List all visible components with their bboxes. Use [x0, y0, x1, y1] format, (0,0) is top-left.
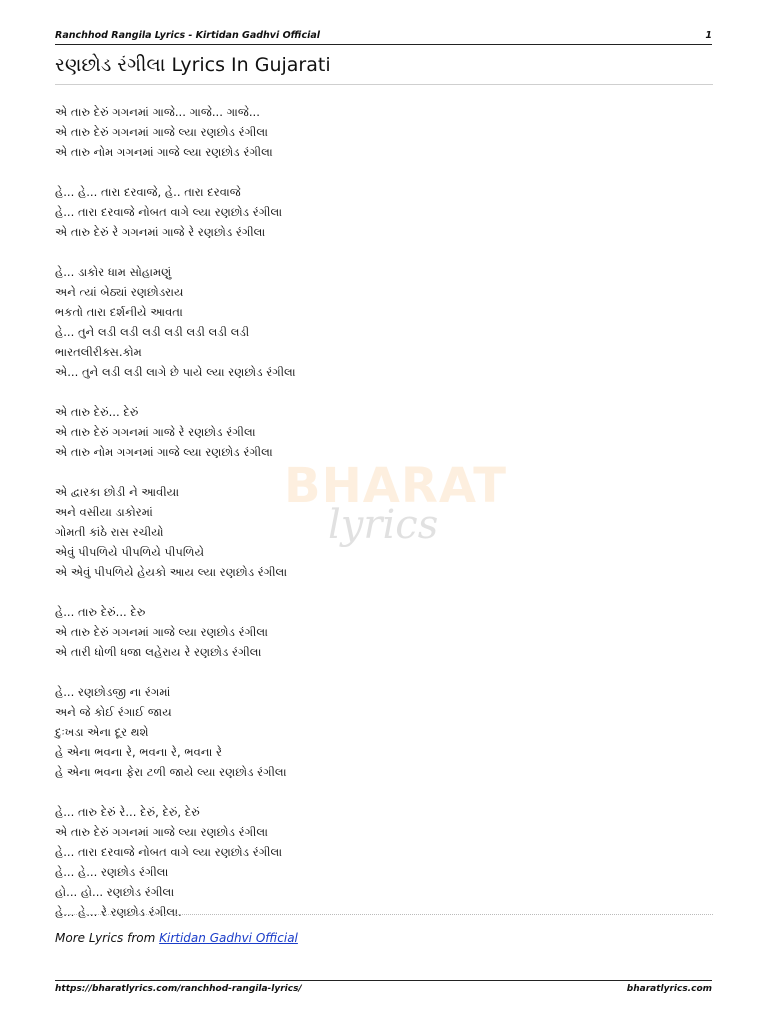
- lyrics-line: એ... તુને લડી લડી લાગે છે પાયે લ્યા રણછોડ રંગીલા: [55, 365, 296, 379]
- lyrics-line: હે... તારા દરવાજે નોબત વાગે લ્યા રણછોડ રંગીલા: [55, 845, 283, 859]
- lyrics-line: હે... તુને લડી લડી લડી લડી લડી લડી લડી: [55, 325, 250, 339]
- artist-link[interactable]: Kirtidan Gadhvi Official: [159, 931, 298, 945]
- lyrics-line: એ તારુ દેરું રે ગગનમાં ગાજે રે રણછોડ રંગીલા: [55, 225, 266, 239]
- lyrics-stanza: [55, 682, 713, 782]
- lyrics-stanza: [55, 482, 713, 582]
- lyrics-line: હે એના ભવના ફેરા ટળી જાયે લ્યા રણછોડ રંગીલા: [55, 765, 287, 779]
- lyrics-line: હે... તારુ દેરું રે... દેરું, દેરું, દેરું: [55, 805, 200, 819]
- page-title: રણછોડ રંગીલા Lyrics In Gujarati: [55, 52, 713, 85]
- lyrics-body: [55, 102, 713, 942]
- lyrics-line: હે... રણછોડજી ના રંગમાં: [55, 685, 171, 699]
- lyrics-line: અને જે કોઈ રંગાઈ જાય: [55, 705, 172, 719]
- lyrics-line: ભકતો તારા દર્શનીયે આવતા: [55, 305, 183, 319]
- lyrics-line: અને ત્યાં બેઠ્યાં રણછોડરાય: [55, 285, 184, 299]
- dotted-divider: [55, 914, 713, 915]
- lyrics-line: એ તારુ દેરું ગગનમાં ગાજે લ્યા રણછોડ રંગીલા: [55, 625, 268, 639]
- lyrics-line: એ તારુ દેરું ગગનમાં ગાજે લ્યા રણછોડ રંગીલા: [55, 825, 268, 839]
- lyrics-line: હે... હે... રે રણછોડ રંગીલા.: [55, 905, 182, 919]
- footer-site[interactable]: bharatlyrics.com: [626, 984, 712, 994]
- more-lyrics: [55, 931, 298, 945]
- lyrics-line: એ તારુ દેરું ગગનમાં ગાજે લ્યા રણછોડ રંગીલા: [55, 125, 268, 139]
- lyrics-line: એ તારુ નોમ ગગનમાં ગાજે લ્યા રણછોડ રંગીલા: [55, 145, 273, 159]
- footer-url[interactable]: https://bharatlyrics.com/ranchhod-rangila-lyrics/: [55, 984, 302, 994]
- lyrics-line: હે... તારુ દેરું... દેરુ: [55, 605, 146, 619]
- lyrics-line: એ તારુ દેરું... દેરું: [55, 405, 139, 419]
- lyrics-line: હો... હો... રણછોડ રંગીલા: [55, 885, 175, 899]
- lyrics-line: એ તારુ દેરું ગગનમાં ગાજે રે રણછોડ રંગીલા: [55, 425, 256, 439]
- more-lyrics-prefix: More Lyrics from: [55, 931, 160, 945]
- lyrics-line: હે... હે... રણછોડ રંગીલા: [55, 865, 169, 879]
- lyrics-stanza: [55, 262, 713, 382]
- lyrics-line: એ એવું પીપળિયે હેયકો આય લ્યા રણછોડ રંગીલા: [55, 565, 288, 579]
- lyrics-line: દુઃખડા એના દૂર થશે: [55, 725, 149, 739]
- lyrics-line: ગોમતી કાંઠે રાસ રચીયો: [55, 525, 164, 539]
- watermark-word-lyrics: lyrics: [328, 502, 439, 548]
- lyrics-stanza: [55, 802, 713, 922]
- lyrics-line: હે એના ભવના રે, ભવના રે, ભવના રે: [55, 745, 223, 759]
- lyrics-line: એ તારી ધોળી ધજા લહેરાય રે રણછોડ રંગીલા: [55, 645, 262, 659]
- lyrics-stanza: [55, 102, 713, 162]
- page-footer: [55, 980, 712, 994]
- lyrics-line: એ દ્વારકા છોડી ને આવીયા: [55, 485, 180, 499]
- header-title: Ranchhod Rangila Lyrics - Kirtidan Gadhvi Official: [55, 30, 321, 41]
- watermark-word-bharat: BHARAT: [284, 458, 508, 514]
- lyrics-line: હે... ડાકોર ધામ સોહામણું: [55, 265, 172, 279]
- lyrics-line: અને વસીયા ડાકોરમાં: [55, 505, 153, 519]
- lyrics-line: એ તારુ દેરું ગગનમાં ગાજે... ગાજે... ગાજે...: [55, 105, 260, 119]
- lyrics-line: હે... હે... તારા દરવાજે, હે.. તારા દરવાજે: [55, 185, 241, 199]
- page-number: 1: [705, 30, 712, 41]
- lyrics-line: એ તારુ નોમ ગગનમાં ગાજે લ્યા રણછોડ રંગીલા: [55, 445, 273, 459]
- lyrics-stanza: [55, 402, 713, 462]
- lyrics-line: ભારતલીરીક્સ.કોમ: [55, 345, 142, 359]
- lyrics-line: એવું પીપળિયે પીપળિયે પીપળિયે: [55, 545, 205, 559]
- lyrics-stanza: [55, 182, 713, 242]
- lyrics-line: હે... તારા દરવાજે નોબત વાગે લ્યા રણછોડ રંગીલા: [55, 205, 283, 219]
- lyrics-stanza: [55, 602, 713, 662]
- page-header: [55, 30, 712, 45]
